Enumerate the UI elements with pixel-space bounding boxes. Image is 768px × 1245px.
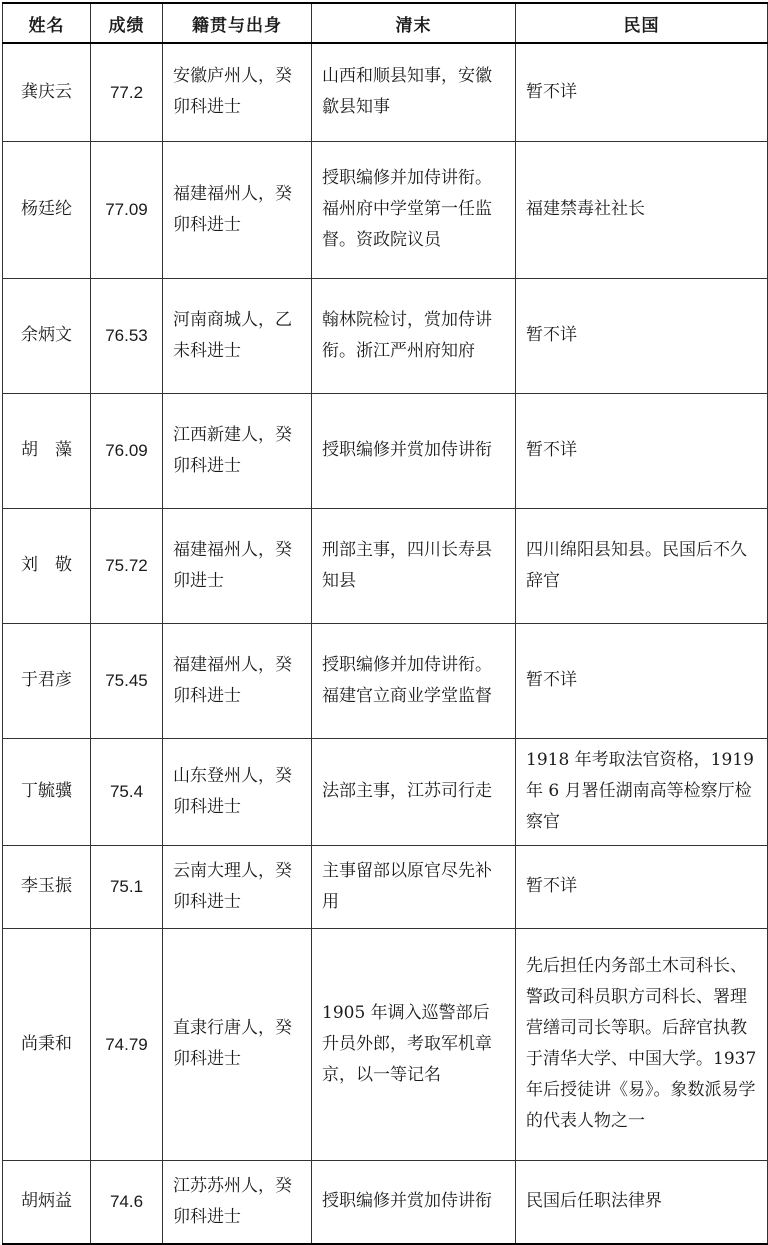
- cell-origin: 福建福州人，癸卯科进士: [163, 623, 312, 738]
- cell-score: 74.79: [91, 928, 163, 1160]
- cell-origin: 江西新建人，癸卯科进士: [163, 393, 312, 508]
- header-row: [3, 3, 768, 43]
- table-row: [3, 738, 768, 845]
- header-minguo: 民国: [516, 3, 768, 43]
- cell-name: 胡炳益: [3, 1160, 91, 1244]
- cell-score: 74.6: [91, 1160, 163, 1244]
- cell-qing: 主事留部以原官尽先补用: [312, 845, 516, 928]
- cell-origin: 福建福州人，癸卯进士: [163, 508, 312, 623]
- cell-qing: 授职编修并加侍讲衔。福建官立商业学堂监督: [312, 623, 516, 738]
- cell-minguo: 暂不详: [516, 623, 768, 738]
- officials-table: [2, 2, 768, 1245]
- table-row: [3, 43, 768, 141]
- cell-minguo: 暂不详: [516, 393, 768, 508]
- cell-name: 余炳文: [3, 278, 91, 393]
- cell-qing: 授职编修并赏加侍讲衔: [312, 1160, 516, 1244]
- cell-score: 75.45: [91, 623, 163, 738]
- header-score: 成绩: [91, 3, 163, 43]
- cell-minguo: 暂不详: [516, 278, 768, 393]
- header-qing: 清末: [312, 3, 516, 43]
- cell-origin: 福建福州人，癸卯科进士: [163, 141, 312, 278]
- cell-minguo: 民国后任职法律界: [516, 1160, 768, 1244]
- table-row: [3, 141, 768, 278]
- table-row: [3, 845, 768, 928]
- table-row: [3, 278, 768, 393]
- cell-origin: 河南商城人，乙未科进士: [163, 278, 312, 393]
- cell-minguo: 先后担任内务部土木司科长、警政司科员职方司科长、署理营缮司司长等职。后辞官执教于清华大学、中国大学。1937 年后授徒讲《易》。象数派易学的代表人物之一: [516, 928, 768, 1160]
- cell-name: 于君彦: [3, 623, 91, 738]
- cell-minguo: 福建禁毒社社长: [516, 141, 768, 278]
- header-origin: 籍贯与出身: [163, 3, 312, 43]
- cell-score: 75.72: [91, 508, 163, 623]
- cell-origin: 山东登州人，癸卯科进士: [163, 738, 312, 845]
- cell-name: 李玉振: [3, 845, 91, 928]
- cell-minguo: 1918 年考取法官资格，1919 年 6 月署任湖南高等检察厅检察官: [516, 738, 768, 845]
- cell-score: 77.2: [91, 43, 163, 141]
- cell-name: 龚庆云: [3, 43, 91, 141]
- table-row: [3, 928, 768, 1160]
- cell-minguo: 四川绵阳县知县。民国后不久辞官: [516, 508, 768, 623]
- cell-minguo: 暂不详: [516, 845, 768, 928]
- cell-score: 75.4: [91, 738, 163, 845]
- cell-score: 76.53: [91, 278, 163, 393]
- cell-score: 76.09: [91, 393, 163, 508]
- cell-origin: 直隶行唐人，癸卯科进士: [163, 928, 312, 1160]
- table-row: [3, 623, 768, 738]
- table-row: [3, 1160, 768, 1244]
- cell-name: 尚秉和: [3, 928, 91, 1160]
- cell-name: 刘 敬: [3, 508, 91, 623]
- header-name: 姓名: [3, 3, 91, 43]
- cell-origin: 云南大理人，癸卯科进士: [163, 845, 312, 928]
- cell-qing: 1905 年调入巡警部后升员外郎，考取军机章京，以一等记名: [312, 928, 516, 1160]
- cell-name: 丁毓骥: [3, 738, 91, 845]
- cell-qing: 山西和顺县知事，安徽歙县知事: [312, 43, 516, 141]
- cell-qing: 翰林院检讨，赏加侍讲衔。浙江严州府知府: [312, 278, 516, 393]
- cell-origin: 安徽庐州人，癸卯科进士: [163, 43, 312, 141]
- cell-score: 75.1: [91, 845, 163, 928]
- cell-name: 杨廷纶: [3, 141, 91, 278]
- cell-name: 胡 藻: [3, 393, 91, 508]
- cell-qing: 法部主事，江苏司行走: [312, 738, 516, 845]
- cell-qing: 授职编修并赏加侍讲衔: [312, 393, 516, 508]
- cell-score: 77.09: [91, 141, 163, 278]
- cell-origin: 江苏苏州人，癸卯科进士: [163, 1160, 312, 1244]
- cell-minguo: 暂不详: [516, 43, 768, 141]
- cell-qing: 刑部主事，四川长寿县知县: [312, 508, 516, 623]
- table-row: [3, 393, 768, 508]
- cell-qing: 授职编修并加侍讲衔。福州府中学堂第一任监督。资政院议员: [312, 141, 516, 278]
- table-row: [3, 508, 768, 623]
